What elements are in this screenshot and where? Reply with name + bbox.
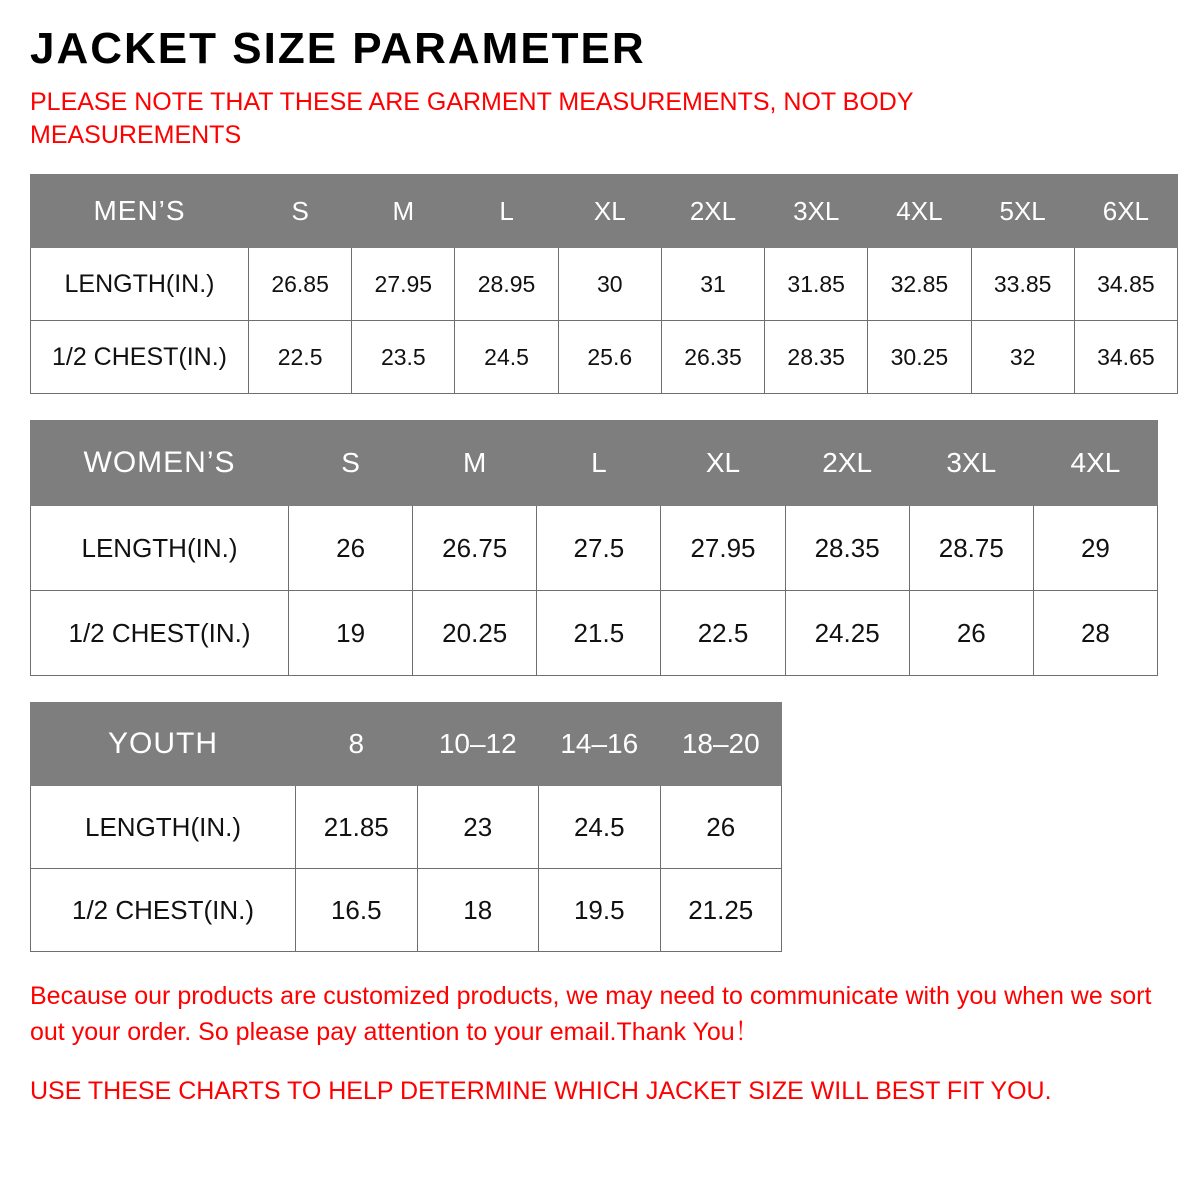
size-header: 2XL	[661, 175, 764, 248]
table-row	[31, 248, 1178, 321]
measurement-cell: 28	[1033, 591, 1157, 676]
measurement-cell: 29	[1033, 506, 1157, 591]
womens-size-table	[30, 420, 1158, 676]
size-header: 5XL	[971, 175, 1074, 248]
row-label: LENGTH(IN.)	[31, 248, 249, 321]
row-label: LENGTH(IN.)	[31, 786, 296, 869]
measurement-cell: 24.5	[539, 786, 661, 869]
mens-size-table	[30, 174, 1178, 394]
measurement-cell: 33.85	[971, 248, 1074, 321]
page-title: JACKET SIZE PARAMETER	[30, 24, 646, 73]
measurement-cell: 18	[417, 869, 539, 952]
measurement-cell: 32.85	[868, 248, 971, 321]
table-row	[31, 786, 782, 869]
table-row	[31, 591, 1158, 676]
size-header: S	[249, 175, 352, 248]
measurement-cell: 30	[558, 248, 661, 321]
measurement-cell: 25.6	[558, 321, 661, 394]
size-header: 2XL	[785, 421, 909, 506]
size-header: L	[455, 175, 558, 248]
measurement-cell: 21.85	[296, 786, 418, 869]
top-note: PLEASE NOTE THAT THESE ARE GARMENT MEASUREMENTS, NOT BODY MEASUREMENTS	[30, 88, 914, 150]
size-header: 18–20	[660, 703, 782, 786]
measurement-cell: 16.5	[296, 869, 418, 952]
size-header: 10–12	[417, 703, 539, 786]
row-label: 1/2 CHEST(IN.)	[31, 869, 296, 952]
footer-note-custom-products: Because our products are customized products, we may need to communicate with you when we sort out your order. So please pay attention to your email.Thank You！	[30, 982, 1152, 1047]
size-header: XL	[661, 421, 785, 506]
measurement-cell: 28.75	[909, 506, 1033, 591]
table-title-youth: YOUTH	[31, 703, 296, 786]
measurement-cell: 24.5	[455, 321, 558, 394]
size-header: M	[352, 175, 455, 248]
measurement-cell: 21.25	[660, 869, 782, 952]
table-row	[31, 321, 1178, 394]
size-header: XL	[558, 175, 661, 248]
size-header: M	[413, 421, 537, 506]
size-header: 8	[296, 703, 418, 786]
measurement-cell: 27.5	[537, 506, 661, 591]
measurement-cell: 26	[660, 786, 782, 869]
measurement-cell: 31	[661, 248, 764, 321]
size-header: 14–16	[539, 703, 661, 786]
measurement-cell: 22.5	[661, 591, 785, 676]
row-label: LENGTH(IN.)	[31, 506, 289, 591]
table-title-womens: WOMEN’S	[31, 421, 289, 506]
measurement-cell: 26	[909, 591, 1033, 676]
row-label: 1/2 CHEST(IN.)	[31, 591, 289, 676]
measurement-cell: 28.35	[765, 321, 868, 394]
measurement-cell: 28.35	[785, 506, 909, 591]
size-header: 6XL	[1074, 175, 1177, 248]
size-header: 3XL	[909, 421, 1033, 506]
table-row	[31, 869, 782, 952]
measurement-cell: 27.95	[352, 248, 455, 321]
measurement-cell: 34.65	[1074, 321, 1177, 394]
measurement-cell: 30.25	[868, 321, 971, 394]
measurement-cell: 31.85	[765, 248, 868, 321]
measurement-cell: 27.95	[661, 506, 785, 591]
measurement-cell: 26	[289, 506, 413, 591]
measurement-cell: 20.25	[413, 591, 537, 676]
table-header-row	[31, 175, 1178, 248]
table-title-mens: MEN’S	[31, 175, 249, 248]
measurement-cell: 19	[289, 591, 413, 676]
measurement-cell: 34.85	[1074, 248, 1177, 321]
measurement-cell: 26.75	[413, 506, 537, 591]
measurement-cell: 28.95	[455, 248, 558, 321]
size-header: 4XL	[1033, 421, 1157, 506]
measurement-cell: 23	[417, 786, 539, 869]
youth-size-table	[30, 702, 782, 952]
table-header-row	[31, 703, 782, 786]
table-row	[31, 506, 1158, 591]
measurement-cell: 24.25	[785, 591, 909, 676]
size-header: L	[537, 421, 661, 506]
size-header: S	[289, 421, 413, 506]
measurement-cell: 21.5	[537, 591, 661, 676]
measurement-cell: 22.5	[249, 321, 352, 394]
table-header-row	[31, 421, 1158, 506]
footer-note-use-charts: USE THESE CHARTS TO HELP DETERMINE WHICH JACKET SIZE WILL BEST FIT YOU.	[30, 1076, 1052, 1105]
measurement-cell: 32	[971, 321, 1074, 394]
row-label: 1/2 CHEST(IN.)	[31, 321, 249, 394]
measurement-cell: 26.35	[661, 321, 764, 394]
size-header: 4XL	[868, 175, 971, 248]
measurement-cell: 23.5	[352, 321, 455, 394]
measurement-cell: 19.5	[539, 869, 661, 952]
measurement-cell: 26.85	[249, 248, 352, 321]
size-header: 3XL	[765, 175, 868, 248]
